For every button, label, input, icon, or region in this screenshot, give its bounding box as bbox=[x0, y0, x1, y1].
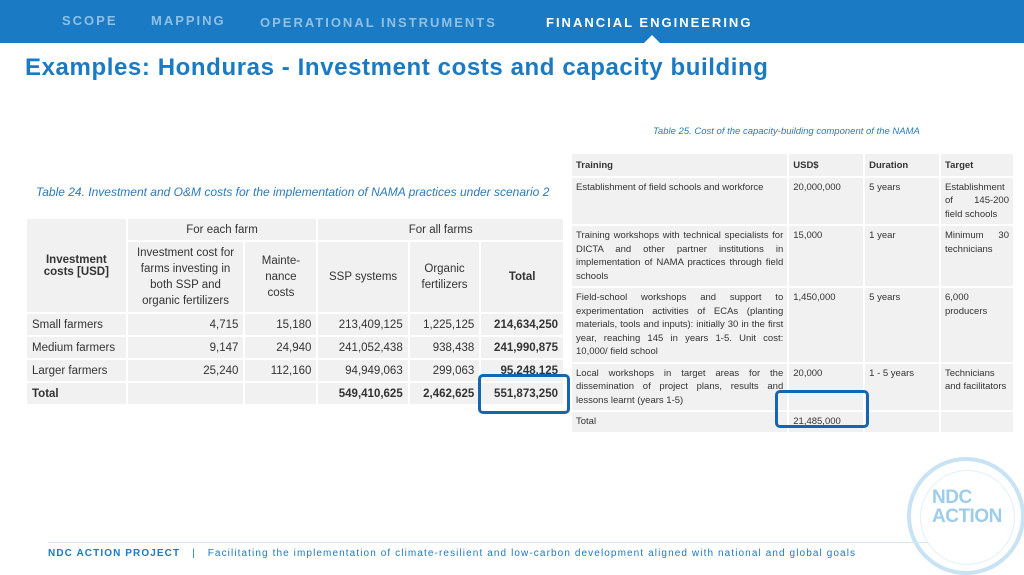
table24-column-header: Mainte-nance costs bbox=[245, 242, 316, 312]
total-highlight-box bbox=[478, 374, 570, 414]
table-cell: 20,000 bbox=[789, 364, 863, 411]
nav-tab-operational-instruments[interactable]: OPERATIONAL INSTRUMENTS bbox=[260, 15, 497, 30]
table-cell: 6,000 producers bbox=[941, 288, 1013, 362]
table-cell: 1 year bbox=[865, 226, 939, 286]
table24-caption: Table 24. Investment and O&M costs for the implementation of NAMA practices under scenario 2 bbox=[36, 185, 550, 199]
footer-separator: | bbox=[192, 548, 196, 559]
table24-group-header: For all farms bbox=[318, 219, 563, 240]
footer bbox=[48, 548, 856, 559]
table-row bbox=[572, 288, 1013, 362]
table25-column-header: Duration bbox=[865, 154, 939, 176]
table25-caption: Table 25. Cost of the capacity-building component of the NAMA bbox=[653, 126, 920, 137]
table-cell: 21,485,000 bbox=[789, 412, 863, 432]
table24-column-header: Investment cost for farms investing in both SSP and organic fertilizers bbox=[128, 242, 244, 312]
table-cell: 15,000 bbox=[789, 226, 863, 286]
table24-column-header: Organic fertilizers bbox=[410, 242, 480, 312]
table-cell: Establishment of field schools and workforce bbox=[572, 178, 787, 225]
table-row bbox=[27, 337, 563, 358]
table-row bbox=[572, 226, 1013, 286]
table-cell: Technicians and facilitators bbox=[941, 364, 1013, 411]
row-label: Larger farmers bbox=[27, 360, 126, 381]
table-cell: 24,940 bbox=[245, 337, 316, 358]
table-cell: 551,873,250 bbox=[481, 383, 563, 404]
table-cell: Total bbox=[572, 412, 787, 432]
table-cell: 5 years bbox=[865, 178, 939, 225]
table-cell: 1 - 5 years bbox=[865, 364, 939, 411]
table-cell: Minimum 30 technicians bbox=[941, 226, 1013, 286]
table-cell: 1,225,125 bbox=[410, 314, 480, 335]
table25-column-header: USD$ bbox=[789, 154, 863, 176]
table-cell: Local workshops in target areas for the dissemination of project plans, results and lessons learnt (years 1-5) bbox=[572, 364, 787, 411]
table-cell: 9,147 bbox=[128, 337, 244, 358]
table-cell: 94,949,063 bbox=[318, 360, 407, 381]
table-cell: 20,000,000 bbox=[789, 178, 863, 225]
table-cell bbox=[128, 383, 244, 404]
total-highlight-box bbox=[775, 390, 869, 428]
table-cell: 299,063 bbox=[410, 360, 480, 381]
table-cell bbox=[245, 383, 316, 404]
table-cell: 214,634,250 bbox=[481, 314, 563, 335]
top-nav bbox=[0, 0, 1024, 43]
table-row bbox=[27, 314, 563, 335]
active-tab-indicator bbox=[644, 35, 660, 43]
table-cell: Training workshops with technical specialists for DICTA and other partner institutions in implementation of NAMA practices through field schools bbox=[572, 226, 787, 286]
footer-tagline: Facilitating the implementation of climate-resilient and low-carbon development aligned with national and global goals bbox=[207, 548, 857, 559]
footer-project-name: NDC ACTION PROJECT bbox=[48, 548, 181, 559]
table-cell bbox=[865, 412, 939, 432]
table25-column-header: Target bbox=[941, 154, 1013, 176]
table-row bbox=[572, 178, 1013, 225]
table-cell: 15,180 bbox=[245, 314, 316, 335]
table24-column-header: SSP systems bbox=[318, 242, 407, 312]
logo-text: NDC ACTION bbox=[932, 487, 1002, 527]
table-cell: 549,410,625 bbox=[318, 383, 407, 404]
table24-row-header: Investment costs [USD] bbox=[27, 219, 126, 312]
nav-tab-mapping[interactable]: MAPPING bbox=[151, 13, 226, 28]
table-cell: 241,052,438 bbox=[318, 337, 407, 358]
table-cell bbox=[941, 412, 1013, 432]
table24-column-header: Total bbox=[481, 242, 563, 312]
table-cell: 4,715 bbox=[128, 314, 244, 335]
row-label: Total bbox=[27, 383, 126, 404]
footer-divider bbox=[48, 542, 928, 543]
table-cell: 213,409,125 bbox=[318, 314, 407, 335]
nav-tab-scope[interactable]: SCOPE bbox=[62, 13, 118, 28]
table-cell: Establishment of 145-200 field schools bbox=[941, 178, 1013, 225]
table-cell: 112,160 bbox=[245, 360, 316, 381]
table-cell: 241,990,875 bbox=[481, 337, 563, 358]
table-cell: 2,462,625 bbox=[410, 383, 480, 404]
nav-tab-financial-engineering[interactable]: FINANCIAL ENGINEERING bbox=[546, 15, 753, 30]
page-title: Examples: Honduras - Investment costs and capacity building bbox=[25, 54, 769, 81]
row-label: Medium farmers bbox=[27, 337, 126, 358]
table25-column-header: Training bbox=[572, 154, 787, 176]
table-cell: 5 years bbox=[865, 288, 939, 362]
table-cell: Field-school workshops and support to experimentation activities of ECAs (planting materials, tools and inputs): initially 30 in the first year, reaching 145 in years 1-5. Unit cost: 10,000/ field school bbox=[572, 288, 787, 362]
table-cell: 938,438 bbox=[410, 337, 480, 358]
table-cell: 25,240 bbox=[128, 360, 244, 381]
table24-group-header: For each farm bbox=[128, 219, 317, 240]
row-label: Small farmers bbox=[27, 314, 126, 335]
table-cell: 1,450,000 bbox=[789, 288, 863, 362]
table-cell: 95,248,125 bbox=[481, 360, 563, 381]
